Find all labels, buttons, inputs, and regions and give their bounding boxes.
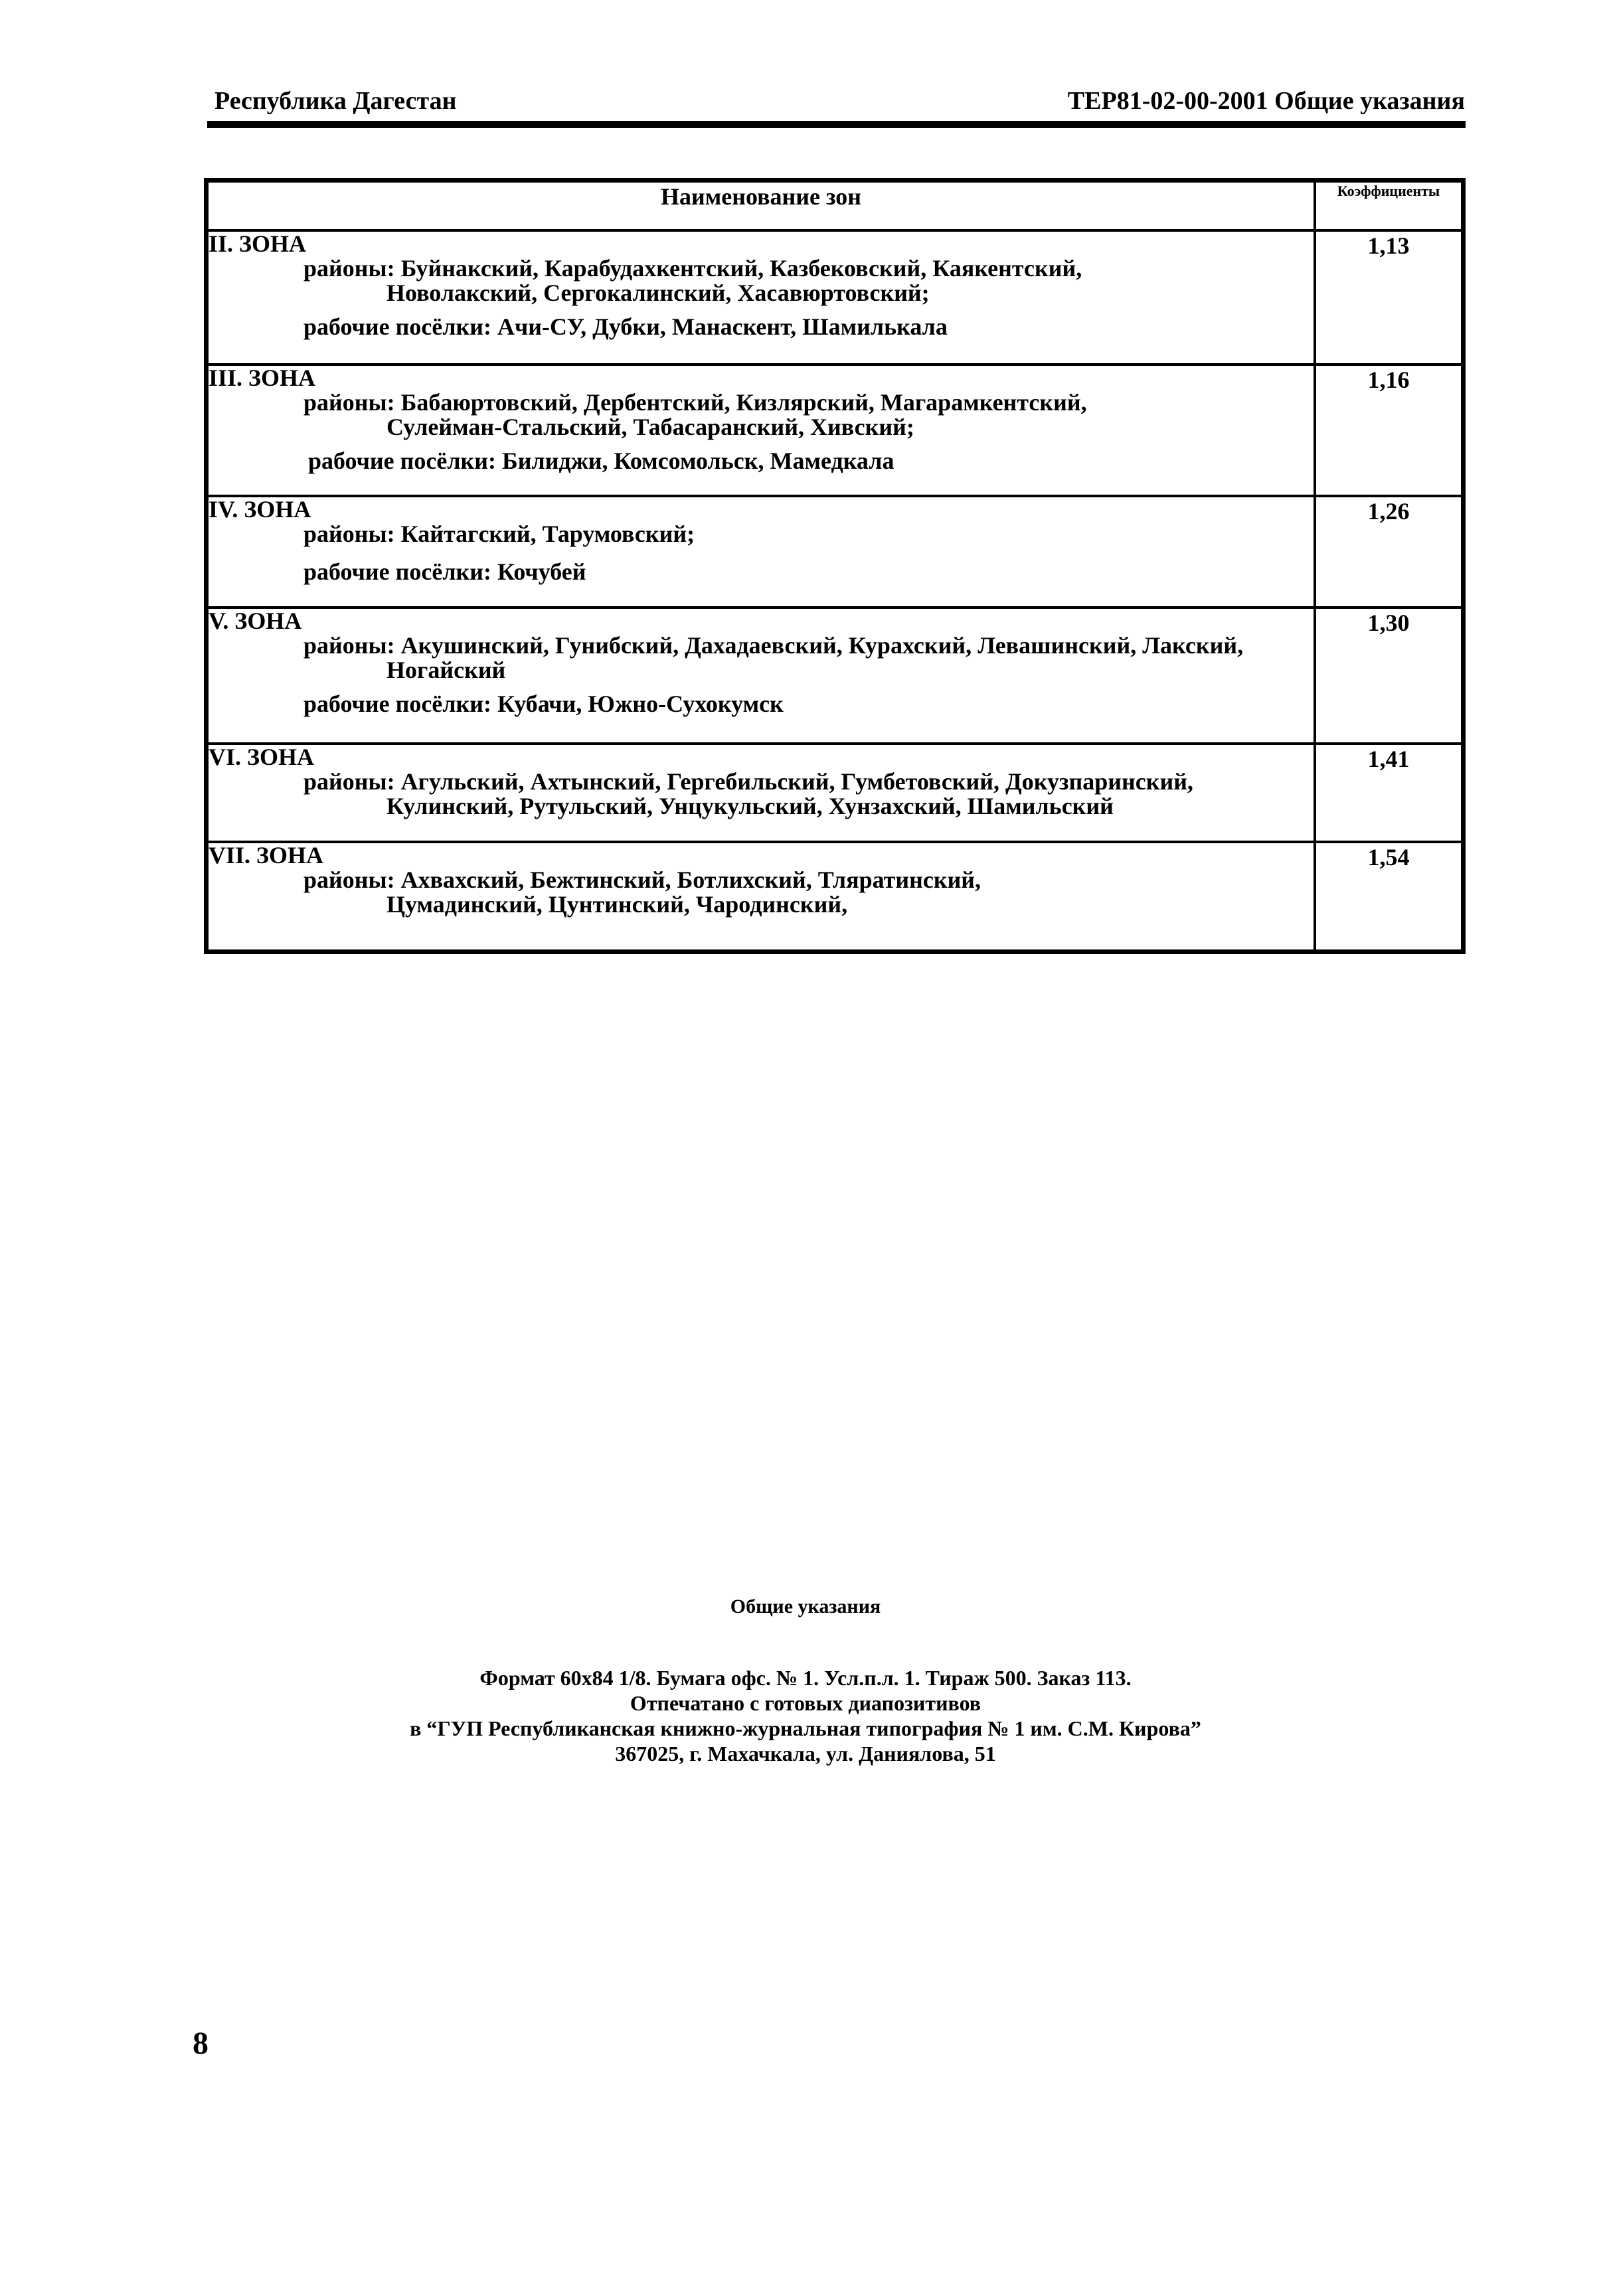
- settlements-line: рабочие посёлки: Кочубей: [303, 558, 586, 585]
- districts-line: [209, 868, 1314, 892]
- settlements-line: рабочие посёлки: Билиджи, Комсомольск, Мамедкала: [308, 448, 894, 474]
- zone-title: V. ЗОНА: [209, 608, 302, 634]
- zone-cell: [207, 496, 1315, 608]
- coefficient-value: 1,16: [1315, 365, 1464, 496]
- districts-label: районы:: [303, 521, 395, 547]
- districts-continuation: Новолакский, Сергокалинский, Хасавюртовский;: [386, 280, 930, 306]
- coefficient-value: 1,30: [1315, 608, 1464, 744]
- header-rule: [207, 121, 1466, 128]
- table-row: [207, 608, 1464, 744]
- districts-list: Кайтагский, Тарумовский;: [400, 521, 695, 547]
- zone-title: IV. ЗОНА: [209, 496, 311, 523]
- districts-line: [209, 633, 1314, 658]
- districts-label: районы:: [303, 255, 395, 282]
- zone-cell: [207, 230, 1315, 365]
- table-row: [207, 365, 1464, 496]
- coefficient-value: 1,41: [1315, 744, 1464, 842]
- imprint-line: 367025, г. Махачкала, ул. Даниялова, 51: [615, 1742, 996, 1765]
- table-row: [207, 842, 1464, 951]
- zone-cell: [207, 842, 1315, 951]
- table-header-row: [207, 181, 1464, 231]
- districts-continuation: Цумадинский, Цунтинский, Чародинский,: [386, 891, 848, 918]
- imprint-line: Формат 60х84 1/8. Бумага офс. № 1. Усл.п.л. 1. Тираж 500. Заказ 113.: [479, 1666, 1132, 1690]
- coefficient-value: 1,13: [1315, 230, 1464, 365]
- zones-table: [204, 178, 1466, 954]
- zone-title: VII. ЗОНА: [209, 842, 324, 868]
- settlements-line: рабочие посёлки: Кубачи, Южно-Сухокумск: [303, 691, 784, 717]
- districts-list: Агульский, Ахтынский, Гергебильский, Гумбетовский, Докузпаринский,: [400, 768, 1193, 795]
- running-header-left: Республика Дагестан: [214, 87, 457, 115]
- page-number: 8: [193, 2026, 209, 2061]
- zone-title: III. ЗОНА: [209, 365, 316, 391]
- districts-continuation: Сулейман-Стальский, Табасаранский, Хивский;: [386, 414, 914, 440]
- districts-list: Ахвахский, Бежтинский, Ботлихский, Тляратинский,: [400, 866, 981, 893]
- table-row: [207, 230, 1464, 365]
- imprint-line: Отпечатано с готовых диапозитивов: [630, 1691, 981, 1715]
- districts-line: [209, 390, 1314, 415]
- column-header-zone-name: Наименование зон: [207, 181, 1315, 231]
- colophon-title: Общие указания: [730, 1596, 881, 1617]
- zone-cell: [207, 608, 1315, 744]
- imprint-line: в “ГУП Республиканская книжно-журнальная типография № 1 им. С.М. Кирова”: [410, 1716, 1201, 1740]
- table-row: [207, 496, 1464, 608]
- settlements-line: рабочие посёлки: Ачи-СУ, Дубки, Манаскент, Шамилькала: [303, 313, 948, 340]
- coefficient-value: 1,54: [1315, 842, 1464, 951]
- districts-line: [209, 256, 1314, 281]
- column-header-coefficient: Коэффициенты: [1315, 181, 1464, 231]
- districts-label: районы:: [303, 768, 395, 795]
- zone-cell: [207, 365, 1315, 496]
- districts-continuation: Кулинский, Рутульский, Унцукульский, Хунзахский, Шамильский: [386, 793, 1114, 819]
- imprint-block: [0, 1665, 1611, 1766]
- districts-continuation: Ногайский: [386, 657, 506, 683]
- table-row: [207, 744, 1464, 842]
- zone-title: II. ЗОНА: [209, 230, 307, 257]
- districts-list: Акушинский, Гунибский, Дахадаевский, Курахский, Левашинский, Лакский,: [400, 632, 1244, 659]
- zone-title: VI. ЗОНА: [209, 744, 315, 770]
- districts-label: районы:: [303, 866, 395, 893]
- districts-line: [209, 522, 1314, 546]
- zone-cell: [207, 744, 1315, 842]
- districts-list: Буйнакский, Карабудахкентский, Казбековский, Каякентский,: [400, 255, 1082, 282]
- coefficient-value: 1,26: [1315, 496, 1464, 608]
- districts-label: районы:: [303, 632, 395, 659]
- districts-list: Бабаюртовский, Дербентский, Кизлярский, Магарамкентский,: [400, 389, 1087, 416]
- running-header-right: ТЕР81-02-00-2001 Общие указания: [1067, 87, 1465, 115]
- districts-label: районы:: [303, 389, 395, 416]
- districts-line: [209, 770, 1314, 794]
